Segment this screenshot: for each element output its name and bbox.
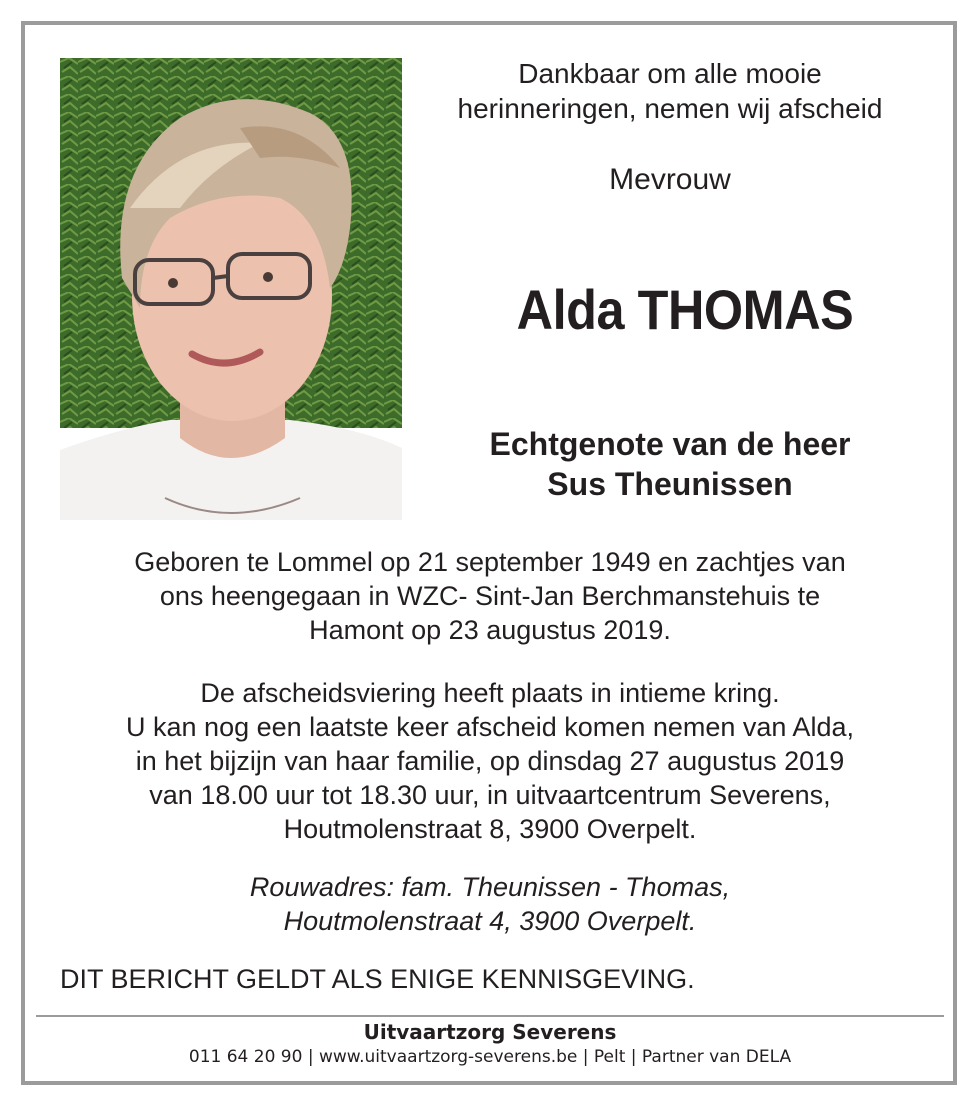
notice-text: DIT BERICHT GELDT ALS ENIGE KENNISGEVING. [60, 964, 695, 994]
paragraph-line: van 18.00 uur tot 18.30 uur, in uitvaartcentrum Severens, [149, 780, 831, 810]
intro-line: herinneringen, nemen wij afscheid [457, 93, 883, 124]
paragraph-line: ons heengegaan in WZC- Sint-Jan Berchmanstehuis te [159, 581, 821, 611]
salutation: Mevrouw [609, 163, 731, 196]
intro-text [420, 56, 920, 126]
ceremony-paragraph [40, 676, 940, 846]
spouse-line: Sus Theunissen [547, 466, 793, 502]
paragraph-line: Hamont op 23 augustus 2019. [309, 615, 671, 645]
paragraph-line: Houtmolenstraat 8, 3900 Overpelt. [283, 814, 697, 844]
intro-line: Dankbaar om alle mooie [518, 58, 822, 89]
paragraph-line: in het bijzijn van haar familie, op dinsdag 27 augustus 2019 [135, 746, 845, 776]
company-contact: 011 64 20 90 | www.uitvaartzorg-severens.be | Pelt | Partner van DELA [188, 1047, 792, 1067]
company-name: Uitvaartzorg Severens [363, 1020, 617, 1044]
paragraph-line: Geboren te Lommel op 21 september 1949 en zachtjes van [134, 547, 846, 577]
deceased-name: Alda THOMAS [516, 278, 854, 341]
address-line: Houtmolenstraat 4, 3900 Overpelt. [283, 906, 697, 936]
spouse-text [420, 424, 920, 504]
footer-divider [36, 1015, 944, 1017]
mourning-address [40, 870, 940, 938]
address-line: Rouwadres: fam. Theunissen - Thomas, [249, 872, 731, 902]
portrait-photo [60, 58, 402, 520]
birth-paragraph [40, 545, 940, 647]
paragraph-line: De afscheidsviering heeft plaats in intieme kring. [200, 678, 780, 708]
paragraph-line: U kan nog een laatste keer afscheid komen nemen van Alda, [126, 712, 854, 742]
spouse-line: Echtgenote van de heer [489, 426, 851, 462]
